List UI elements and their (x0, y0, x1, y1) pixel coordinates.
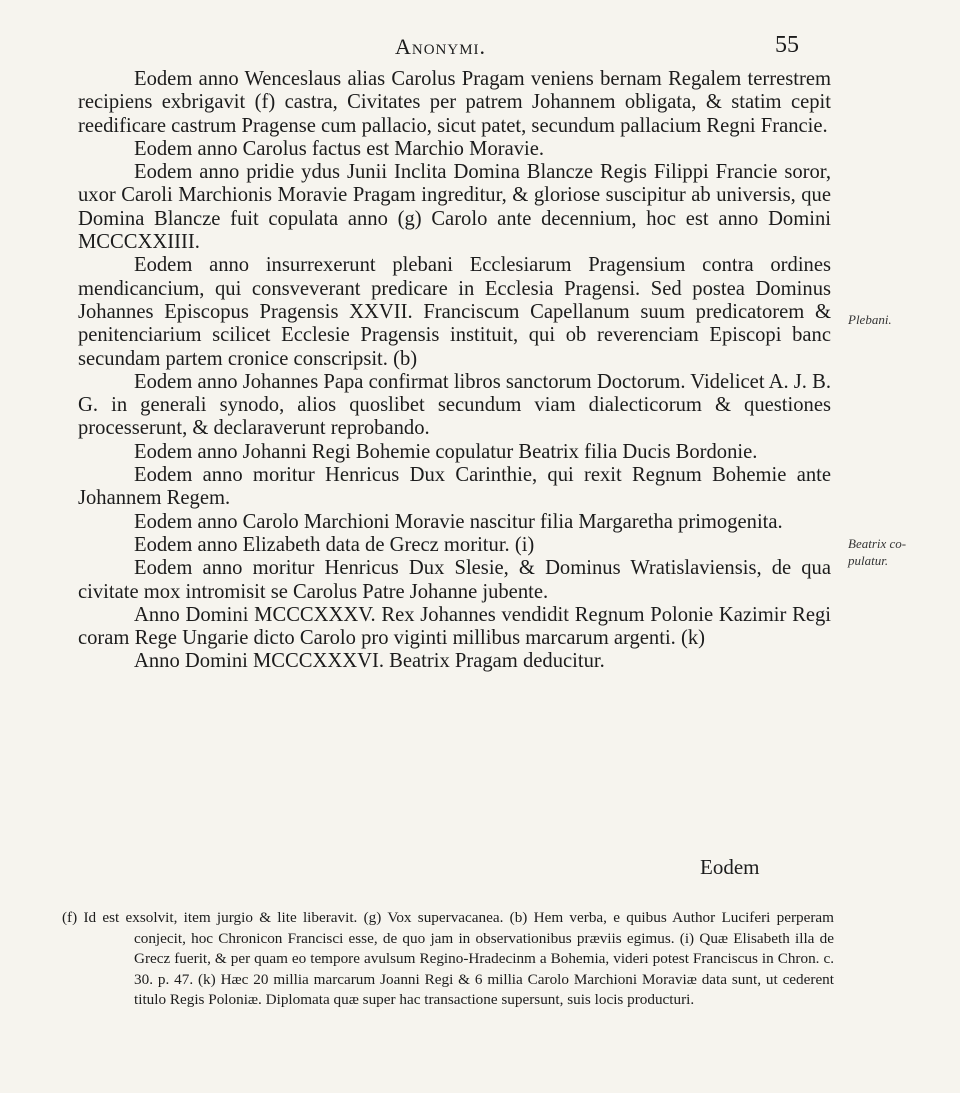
paragraph: Eodem anno moritur Henricus Dux Carinthie, qui rexit Regnum Bohemie ante Johannem Regem. (78, 464, 831, 510)
paragraph: Eodem anno pridie ydus Junii Inclita Domina Blancze Regis Filippi Francie soror, uxor Caroli Marchionis Moravie Pragam ingreditur, & gloriose suscipitur ab universis, que Domina Blancze fuit copulata anno (g) Carolo ante decennium, hoc est anno Domini MCCCXXIIII. (78, 161, 831, 254)
paragraph: Eodem anno Johanni Regi Bohemie copulatur Beatrix filia Ducis Bordonie. (134, 440, 758, 463)
paragraph: Anno Domini MCCCXXXVI. Beatrix Pragam deducitur. (134, 650, 605, 673)
main-text (78, 68, 831, 674)
paragraph: Eodem anno Wenceslaus alias Carolus Pragam veniens bernam Regalem terrestrem recipiens exbrigavit (f) castra, Civitates per patrem Johannem obligata, & statim cepit reedificare castrum Pragense cum pallacio, sicut patet, secundum pallacium Regni Francie. (78, 68, 831, 137)
paragraph: Eodem anno Carolo Marchioni Moravie nascitur filia Margaretha primogenita. (134, 510, 783, 533)
margin-note-plebani: Plebani. (848, 312, 892, 327)
page-header (0, 32, 960, 66)
running-title: Anonymi. (395, 34, 487, 59)
margin-note-beatrix-2: pulatur. (848, 553, 889, 568)
footnote-text: (f) Id est exsolvit, item jurgio & lite liberavit. (g) Vox supervacanea. (b) Hem verba, e quibus Author Luciferi perperam conjecit, hoc Chronicon Francisci esse, de quo jam in observationibus præviis egimus. (i) Quæ Elisabeth illa de Grecz fuerit, & per quam eo tempore avulsum Regino-Hradecinm a Bohemia, videri potest Franciscus in Chron. c. 30. p. 47. (k) Hæc 20 millia marcarum Joanni Regi & 6 millia Carolo Marchioni Moraviæ data sunt, ut cederent titulo Regis Poloniæ. Diplomata quæ super hac transactione supersunt, suis locis producturi. (62, 909, 834, 1009)
catchword: Eodem (700, 855, 760, 879)
footnote-rule (78, 898, 831, 899)
page-number: 55 (775, 32, 799, 58)
paragraph: Eodem anno Carolus factus est Marchio Moravie. (134, 137, 545, 160)
paragraph: Eodem anno Elizabeth data de Grecz moritur. (i) (134, 533, 535, 556)
margin-note-beatrix: Beatrix co- (848, 536, 907, 551)
paragraph: Anno Domini MCCCXXXV. Rex Johannes vendidit Regnum Polonie Kazimir Regi coram Rege Ungarie dicto Carolo pro viginti millibus marcarum argenti. (k) (78, 603, 831, 650)
footnotes (62, 908, 834, 1011)
paragraph: Eodem anno Johannes Papa confirmat libros sanctorum Doctorum. Videlicet A. J. B. G. in generali synodo, alios quoslibet secundum viam dialecticorum & questiones processerunt, & declaraverunt reprobando. (78, 370, 831, 440)
paragraph: Eodem anno moritur Henricus Dux Slesie, & Dominus Wratislaviensis, de qua civitate mox intromisit se Carolus Patre Johanne jubente. (78, 557, 831, 603)
paragraph: Eodem anno insurrexerunt plebani Ecclesiarum Pragensium contra ordines mendicancium, qui consveverant predicare in Ecclesia Pragensi. Sed postea Dominus Johannes Episcopus Pragensis XXVII. Franciscum Capellanum suum predicatorem & penitenciarium scilicet Ecclesie Pragensis instituit, qui ob reverenciam Episcopi banc secundam partem cronice conscripsit. (b) (78, 254, 831, 370)
